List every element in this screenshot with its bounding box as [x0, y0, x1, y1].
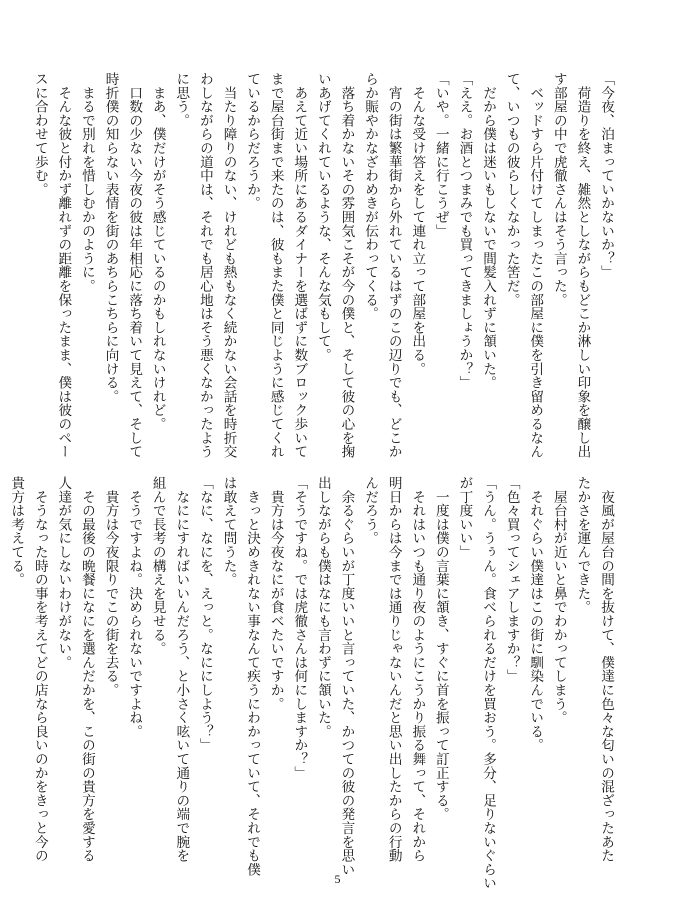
- text-line: て、いつもの彼らしくなかった筈だ。: [503, 72, 520, 307]
- page-number: 5: [334, 872, 341, 886]
- text-line: それぐらい僕達はこの街に馴染んでいる。: [527, 476, 544, 752]
- text-line: 組んで長考の構えを見せる。: [149, 476, 166, 656]
- text-line: らか賑やかなざわめきが伝わってくる。: [362, 72, 379, 321]
- text-line: ているからだろうか。: [244, 72, 261, 210]
- text-line: だから僕は迷いもしないで間髪入れずに頷いた。: [480, 72, 497, 390]
- text-line: す部屋の中で虎徹さんはそう言った。: [550, 72, 567, 307]
- text-line: 口数の少ない今夜の彼は年相応に落ち着いて見えて、そして: [126, 72, 143, 459]
- text-line: は敢えて問うた。: [220, 476, 237, 587]
- text-line: 落ち着かないその雰囲気こそが今の僕と、そして彼の心を掬: [338, 72, 355, 459]
- text-line: 人達が気にしないわけがない。: [55, 476, 72, 670]
- text-line: 当たり障りのない、けれども熱もなく続かない会話を時折交: [220, 72, 237, 459]
- text-line: 「そうですね。では虎徹さんは何にしますか？」: [291, 476, 308, 780]
- text-line: なににすればいいんだろう、と小さく呟いて通りの端で腕を: [173, 476, 190, 863]
- text-line: 明日からは今までは通りじゃないんだと思い出したからの行動: [385, 476, 402, 863]
- text-line: いあげてくれているような、そんな気もして。: [314, 72, 331, 362]
- text-line: が丁度いい」: [456, 476, 473, 559]
- text-line: 「いや。一緒に行こうぜ」: [432, 72, 449, 238]
- text-line: きっと決めきれない事なんて疾うにわかっていて、それでも僕: [244, 476, 261, 877]
- text-line: 夜風が屋台の間を抜けて、僕達に色々な匂いの混ざったあた: [598, 476, 614, 863]
- upper-text-block: [27, 72, 617, 459]
- text-line: まで屋台街まで来たのは、彼もまた僕と同じように感じてくれ: [267, 72, 284, 459]
- text-line: 貴方は今夜なにが食べたいですか。: [267, 476, 284, 711]
- text-line: 「うん。うぅん。食べられるだけを買おう。多分、足りないぐらい: [480, 476, 497, 890]
- text-line: たかさを運んできた。: [574, 476, 591, 614]
- text-line: わしながらの道中は、それでも居心地はそう悪くなかったよう: [196, 72, 213, 459]
- text-line: 一度は僕の言葉に頷き、すぐに首を振って訂正する。: [432, 476, 449, 821]
- text-line: 「ええ。お酒とつまみでも買ってきましょうか？」: [456, 72, 473, 390]
- text-line: 時折僕の知らない表情を街のあちらこちらに向ける。: [102, 72, 119, 404]
- text-line: そうですよね。決められないですよね。: [126, 476, 143, 739]
- text-line: 「今夜、泊まっていかないか？」: [598, 72, 614, 279]
- text-line: まるで別れを惜しむかのように。: [78, 72, 95, 293]
- text-line: スに合わせて歩む。: [31, 72, 48, 197]
- text-line: 屋台村が近いと鼻でわかってしまう。: [550, 476, 567, 725]
- text-line: 貴方は考えてる。: [8, 476, 25, 587]
- text-line: 宵の街は繁華街から外れているはずのこの辺りでも、どこか: [385, 72, 402, 459]
- text-line: 「色々買ってシェアしますか？」: [503, 476, 520, 683]
- text-line: そうなった時の事を考えてどの店なら良いのかをきっと今の: [31, 476, 48, 863]
- text-line: 貴方は今夜限りでこの街を去る。: [102, 476, 119, 697]
- text-line: あえて近い場所にあるダイナーを選ばずに数ブロック歩いて: [291, 72, 308, 459]
- text-line: 余るぐらいが丁度いいと言っていた、かつての彼の発言を思い: [338, 476, 355, 877]
- text-line: 荷造りを終え、雑然としながらもどこか淋しい印象を醸し出: [574, 72, 591, 459]
- text-line: ベッドすら片付けてしまったこの部屋に僕を引き留めるなん: [527, 72, 544, 459]
- text-line: まあ、僕だけがそう感じているのかもしれないけれど。: [149, 72, 166, 431]
- text-line: に思う。: [173, 72, 190, 128]
- lower-text-block: [4, 476, 617, 890]
- text-line: んだろう。: [362, 476, 379, 545]
- text-line: 出しながらも僕はなにも言わずに頷いた。: [314, 476, 331, 739]
- text-line: そんな受け答えをして連れ立って部屋を出る。: [409, 72, 426, 376]
- text-line: それはいつも通り夜のようにこうかり振る舞って、それから: [409, 476, 426, 863]
- text-line: その最後の晩餐になにを選んだかを、この街の貴方を愛する: [78, 476, 95, 863]
- text-line: そんな彼と付かず離れずの距離を保ったまま、僕は彼のペー: [55, 72, 72, 459]
- text-line: 「なに、なにを、えっと。なににしよう？」: [196, 476, 213, 752]
